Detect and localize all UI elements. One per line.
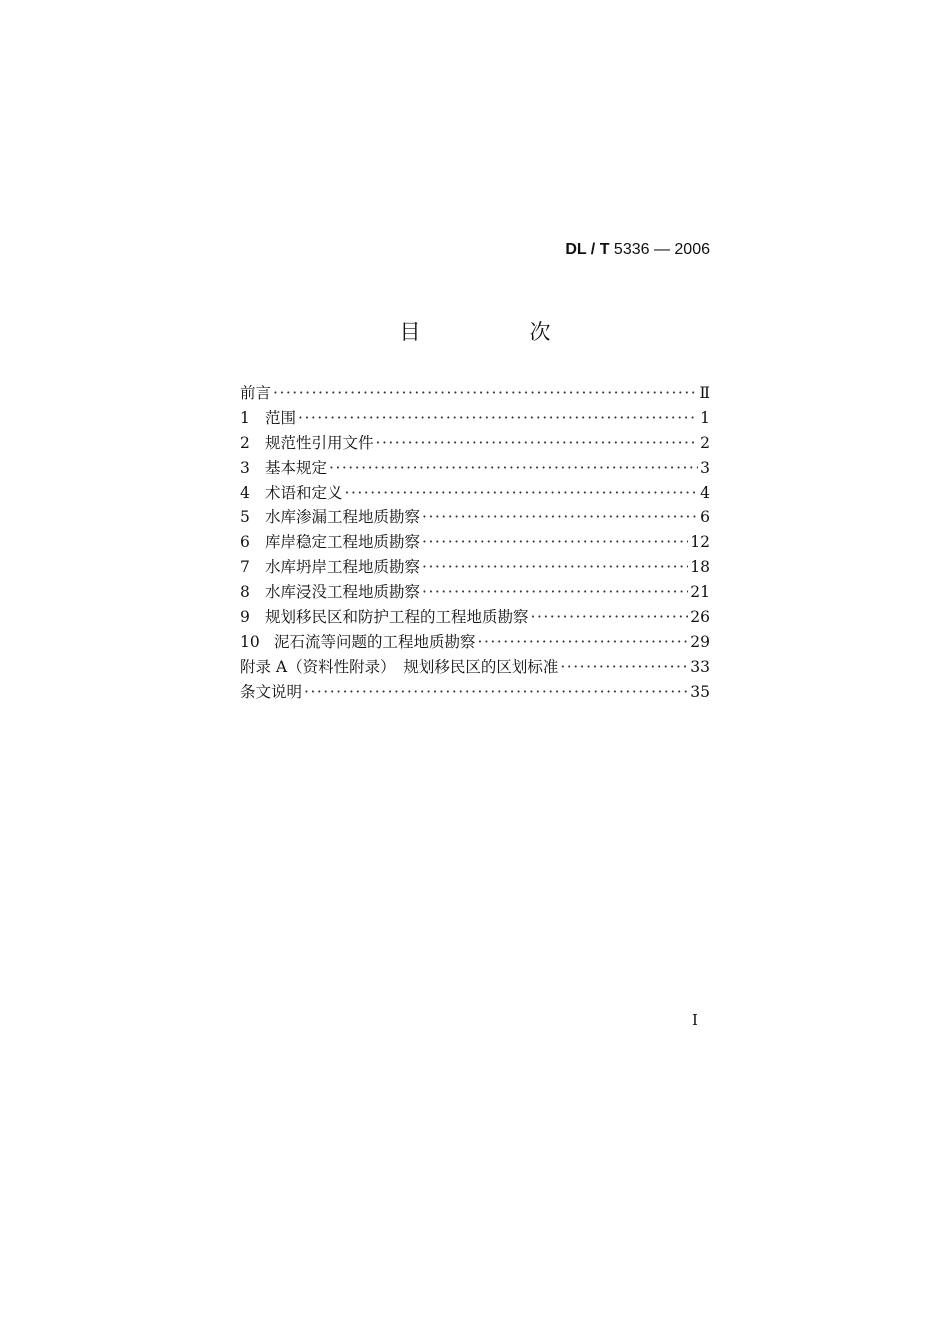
- toc-leader-dots: [422, 533, 688, 551]
- toc-entry-title: 库岸稳定工程地质勘察: [265, 533, 421, 552]
- toc-entry-appendix-a[interactable]: [240, 655, 710, 680]
- toc-entry-title: 条文说明: [240, 682, 303, 701]
- toc-leader-dots: [345, 484, 699, 502]
- page-number: I: [692, 1011, 698, 1029]
- toc-entry-10[interactable]: [240, 630, 710, 655]
- toc-leader-dots: [304, 683, 688, 701]
- toc-entry-number: 8: [240, 583, 250, 602]
- toc-entry-number: 5: [240, 508, 250, 527]
- toc-entry-title: 附录 A（资料性附录） 规划移民区的区划标准: [240, 657, 559, 676]
- toc-entry-number: 9: [240, 608, 250, 627]
- toc-entry-page: 33: [690, 657, 710, 676]
- toc-entry-8[interactable]: [240, 580, 710, 605]
- toc-leader-dots: [329, 459, 698, 477]
- toc-entry-page: 3: [700, 458, 710, 477]
- toc-entry-9[interactable]: [240, 605, 710, 630]
- toc-entry-title: 水库坍岸工程地质勘察: [265, 558, 421, 577]
- toc-entry-page: Ⅱ: [699, 384, 710, 402]
- toc-entry-number: 4: [240, 483, 250, 502]
- standard-code: [565, 241, 710, 259]
- toc-leader-dots: [273, 384, 697, 402]
- toc-heading: 目 次: [399, 320, 595, 344]
- toc-leader-dots: [376, 434, 699, 452]
- toc-entry-page: 1: [700, 408, 710, 427]
- toc-leader-dots: [298, 409, 698, 427]
- toc-entry-number: 1: [240, 408, 250, 427]
- toc-entry-title: 泥石流等问题的工程地质勘察: [274, 632, 476, 651]
- toc-entry-2[interactable]: [240, 431, 710, 456]
- toc-entry-title: 范围: [265, 408, 297, 427]
- toc-leader-dots: [422, 558, 688, 576]
- toc-entry-title: 规范性引用文件: [265, 433, 374, 452]
- toc-entry-title: 前言: [240, 384, 272, 402]
- toc-leader-dots: [560, 658, 688, 676]
- toc-entry-6[interactable]: [240, 530, 710, 555]
- toc-entry-page: 35: [690, 682, 710, 701]
- toc-entry-page: 2: [700, 433, 710, 452]
- toc-entry-number: 6: [240, 533, 250, 552]
- standard-prefix: DL / T: [565, 241, 610, 258]
- toc-entry-page: 21: [690, 583, 710, 602]
- toc-entry-explanation[interactable]: [240, 680, 710, 705]
- toc-leader-dots: [531, 608, 689, 626]
- toc-entry-title: 基本规定: [265, 458, 328, 477]
- toc-entry-4[interactable]: [240, 481, 710, 506]
- toc-leader-dots: [422, 508, 698, 526]
- toc-entry-1[interactable]: [240, 406, 710, 431]
- toc-entry-5[interactable]: [240, 505, 710, 530]
- toc-entry-title: 水库浸没工程地质勘察: [265, 583, 421, 602]
- toc-entry-number: 7: [240, 558, 250, 577]
- toc-entry-number: 2: [240, 433, 250, 452]
- toc-entry-title: 水库渗漏工程地质勘察: [265, 508, 421, 527]
- standard-number: 5336 — 2006: [613, 241, 710, 258]
- toc-entry-3[interactable]: [240, 456, 710, 481]
- toc-entry-number: 10: [240, 632, 260, 651]
- toc-entry-page: 4: [700, 483, 710, 502]
- toc-entry-foreword[interactable]: [240, 381, 710, 406]
- toc-entry-page: 18: [690, 558, 710, 577]
- toc-entry-page: 29: [690, 632, 710, 651]
- toc-entry-title: 规划移民区和防护工程的工程地质勘察: [265, 608, 529, 627]
- table-of-contents: [240, 381, 710, 705]
- toc-entry-7[interactable]: [240, 555, 710, 580]
- toc-entry-page: 26: [690, 608, 710, 627]
- toc-entry-page: 12: [690, 533, 710, 552]
- toc-entry-title: 术语和定义: [265, 483, 343, 502]
- toc-leader-dots: [422, 583, 688, 601]
- toc-entry-number: 3: [240, 458, 250, 477]
- toc-leader-dots: [478, 633, 689, 651]
- toc-entry-page: 6: [700, 508, 710, 527]
